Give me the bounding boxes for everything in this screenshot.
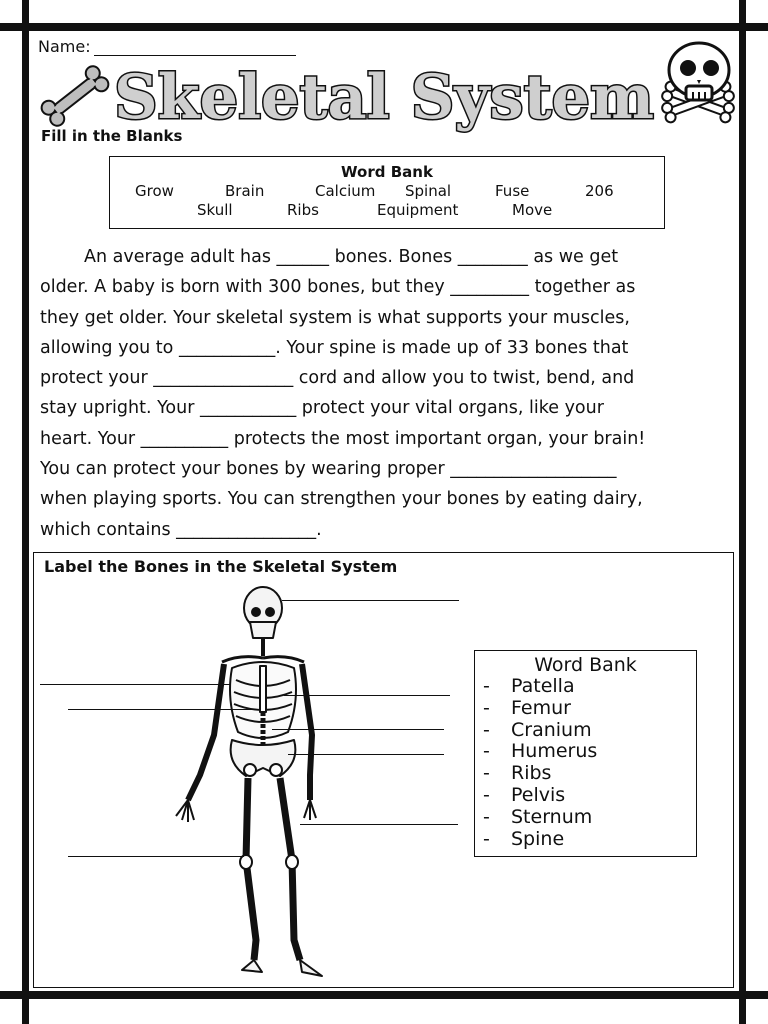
dash: - [483, 762, 490, 785]
word-bank-word: Move [512, 201, 553, 219]
label-line-right-2[interactable] [272, 729, 444, 730]
passage-line: they get older. Your skeletal system is what supports your muscles, [40, 307, 630, 328]
dash: - [483, 718, 490, 741]
page-title: Skeletal System [114, 62, 654, 133]
word-bank-word: Fuse [495, 182, 530, 200]
word-bank-word: Pelvis [511, 783, 566, 806]
list-item [483, 785, 597, 807]
word-bank-word: Spinal [405, 182, 452, 200]
label-line-left-3[interactable] [68, 856, 244, 857]
label-line-right-1[interactable] [284, 695, 450, 696]
word-bank-word: Spine [511, 827, 565, 850]
name-label: Name: [38, 37, 91, 56]
word-bank-word: Calcium [315, 182, 376, 200]
list-item [483, 720, 597, 742]
word-bank-word: Ribs [511, 762, 552, 785]
dash: - [483, 805, 490, 828]
word-bank-word: Patella [511, 675, 575, 697]
label-bones-heading: Label the Bones in the Skeletal System [44, 557, 398, 576]
word-bank-word: Brain [225, 182, 265, 200]
fill-in-blanks-heading: Fill in the Blanks [41, 127, 183, 145]
word-bank-bones [474, 650, 697, 857]
label-line-left-1[interactable] [40, 684, 230, 685]
word-bank-word: Equipment [377, 201, 459, 219]
passage-line: which contains ________________. [40, 519, 322, 540]
label-line-right-4[interactable] [300, 824, 458, 825]
dash: - [483, 696, 490, 719]
word-bank-title: Word Bank [341, 163, 433, 181]
list-item [483, 807, 597, 829]
passage-line: You can protect your bones by wearing proper ___________________ [40, 459, 617, 480]
passage-line: when playing sports. You can strengthen your bones by eating dairy, [40, 489, 643, 510]
list-item [483, 829, 597, 851]
list-item [483, 698, 597, 720]
word-bank-word: Skull [197, 201, 233, 219]
dash: - [483, 827, 490, 850]
list-item [483, 741, 597, 763]
label-line-right-3[interactable] [288, 754, 444, 755]
dash: - [483, 783, 490, 806]
word-bank-word: Grow [135, 182, 174, 200]
word-bank-word: 206 [585, 182, 614, 200]
word-bank-title: Word Bank [534, 654, 637, 676]
passage-line: stay upright. Your ___________ protect your vital organs, like your [40, 398, 604, 419]
label-line-skull[interactable] [282, 600, 459, 601]
passage-line: protect your ________________ cord and allow you to twist, bend, and [40, 368, 635, 389]
passage-line: heart. Your __________ protects the most important organ, your brain! [40, 428, 646, 449]
dash: - [483, 740, 490, 763]
list-item [483, 763, 597, 785]
passage-line: older. A baby is born with 300 bones, but they _________ together as [40, 277, 636, 298]
word-bank-list [483, 676, 597, 850]
word-bank-word: Femur [511, 696, 571, 719]
word-bank-word: Cranium [511, 718, 592, 741]
word-bank-word: Sternum [511, 805, 593, 828]
word-bank-word: Ribs [287, 201, 319, 219]
passage-line: An average adult has ______ bones. Bones ________ as we get [84, 247, 619, 267]
word-bank-word: Humerus [511, 740, 598, 763]
dash: - [483, 675, 490, 697]
passage-line: allowing you to ___________. Your spine is made up of 33 bones that [40, 337, 629, 358]
list-item [483, 676, 597, 698]
label-line-left-2[interactable] [68, 709, 258, 710]
